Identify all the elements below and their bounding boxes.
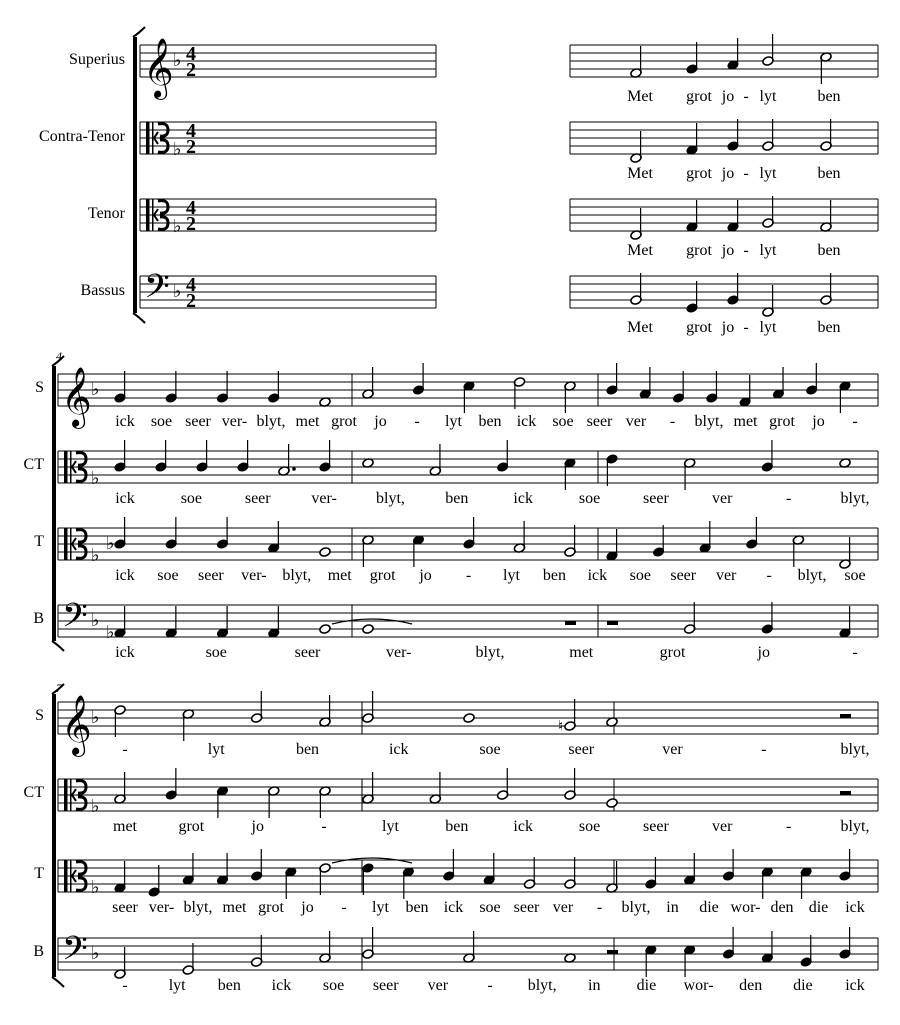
part-name-contra-tenor: Contra-Tenor <box>39 128 125 145</box>
treble-clef: 𝄞 <box>143 40 174 97</box>
lyric-syllable: die <box>699 899 719 916</box>
lyric-syllable: ben <box>405 899 429 916</box>
lyric-syllable: jo <box>251 818 264 835</box>
lyric-syllable: seer <box>244 490 271 507</box>
lyric-syllable: grot <box>331 413 357 430</box>
lyric-syllable: ver- <box>311 490 337 507</box>
lyric-syllable: grot <box>369 567 396 584</box>
rest <box>607 950 618 954</box>
augmentation-dot <box>292 467 296 471</box>
lyric-syllable: - <box>596 899 603 916</box>
lyric-syllable: blyt, <box>840 818 870 835</box>
lyric-syllable: blyt, <box>256 413 286 430</box>
measure-number-4: 4 <box>56 349 62 363</box>
lyric-syllable: ben <box>817 319 841 336</box>
key-signature-flat: ♭ <box>91 707 100 727</box>
lyric-syllable: wor- <box>683 977 714 994</box>
alto-clef <box>70 779 72 811</box>
lyric-syllable: lyt <box>759 88 777 105</box>
alto-clef <box>152 122 154 154</box>
lyric-syllable: soe <box>180 490 203 507</box>
lyric-syllable: ver <box>662 741 683 758</box>
lyric-syllable: soe <box>479 899 501 916</box>
lyric-syllable: in <box>588 977 601 994</box>
lyric-syllable: ben <box>445 818 469 835</box>
lyric-syllable: jo <box>721 88 735 105</box>
lyric-syllable: grot <box>258 899 284 916</box>
lyric-syllable: seer <box>643 818 669 835</box>
time-signature-numerator: 4 <box>186 43 196 65</box>
lyric-syllable: soe <box>552 413 574 430</box>
lyric-syllable: seer <box>294 644 321 661</box>
alto-clef <box>64 860 68 892</box>
lyric-syllable: seer <box>670 567 697 584</box>
lyric-syllable: seer <box>586 413 613 430</box>
alto-clef <box>146 122 150 154</box>
lyric-syllable: - <box>743 165 749 182</box>
lyric-syllable: met <box>113 818 137 835</box>
lyric-syllable: lyt <box>382 818 399 835</box>
alto-clef <box>64 451 68 483</box>
lyric-syllable: - <box>122 977 128 994</box>
key-signature-flat: ♭ <box>173 139 182 159</box>
lyric-syllable: ben <box>445 490 469 507</box>
lyric-syllable: lyt <box>207 741 225 758</box>
lyric-syllable: - <box>852 644 858 661</box>
bass-clef: 𝄢 <box>62 930 88 975</box>
lyric-syllable: jo <box>812 413 825 430</box>
lyric-syllable: ver- <box>241 567 267 584</box>
time-signature-denominator: 2 <box>186 59 196 81</box>
lyric-syllable: lyt <box>503 567 520 584</box>
lyric-syllable: lyt <box>372 899 389 916</box>
rest <box>840 791 851 795</box>
lyric-syllable: in <box>666 899 679 916</box>
lyric-syllable: ick <box>271 977 292 994</box>
treble-clef: 𝄞 <box>61 697 92 754</box>
lyric-syllable: seer <box>185 413 211 430</box>
note-head <box>463 713 475 724</box>
key-signature-flat: ♭ <box>173 216 182 236</box>
lyric-syllable: grot <box>686 319 712 336</box>
lyric-syllable: ick <box>115 644 135 661</box>
lyric-syllable: - <box>669 413 676 430</box>
lyric-syllable: ick <box>443 899 464 916</box>
lyric-syllable: - <box>743 88 749 105</box>
part-abbr-b-system3: B <box>33 943 44 960</box>
lyric-syllable: soe <box>629 567 651 584</box>
lyric-syllable: soe <box>578 818 601 835</box>
lyric-syllable: met <box>295 413 320 430</box>
lyric-syllable: met <box>569 644 594 661</box>
time-signature-numerator: 4 <box>186 120 196 142</box>
lyric-syllable: Met <box>627 319 653 336</box>
lyric-syllable: - <box>785 490 792 507</box>
lyric-syllable: wor- <box>730 899 761 916</box>
key-signature-flat: ♭ <box>91 796 100 816</box>
key-signature-flat: ♭ <box>91 610 100 630</box>
lyric-syllable: - <box>414 413 420 430</box>
lyric-syllable: blyt, <box>475 644 505 661</box>
rest <box>607 621 618 625</box>
lyric-syllable: ick <box>587 567 608 584</box>
lyric-syllable: - <box>766 567 772 584</box>
alto-clef <box>146 199 150 231</box>
accidental-flat: ♭ <box>106 622 115 642</box>
lyric-syllable: den <box>739 977 763 994</box>
lyric-syllable: ver <box>552 899 574 916</box>
lyric-syllable: ben <box>817 242 841 259</box>
bracket-top-hook <box>133 27 145 37</box>
alto-clef <box>152 199 154 231</box>
alto-clef <box>70 451 72 483</box>
lyric-syllable: seer <box>513 899 540 916</box>
lyric-syllable: grot <box>178 818 205 835</box>
lyric-syllable: seer <box>372 977 399 994</box>
lyric-syllable: jo <box>301 899 314 916</box>
lyric-syllable: ben <box>817 165 841 182</box>
note-head <box>606 798 618 809</box>
lyric-syllable: lyt <box>759 242 777 259</box>
lyric-syllable: soe <box>150 413 173 430</box>
part-name-superius: Superius <box>69 51 125 68</box>
system-bracket <box>52 366 56 641</box>
lyric-syllable: jo <box>721 242 735 259</box>
lyric-syllable: blyt, <box>797 567 827 584</box>
lyric-syllable: ver <box>625 413 647 430</box>
lyric-syllable: lyt <box>168 977 186 994</box>
lyric-syllable: Met <box>627 165 653 182</box>
lyric-syllable: met <box>733 413 758 430</box>
lyric-syllable: ick <box>513 818 533 835</box>
lyric-syllable: blyt, <box>376 490 405 507</box>
lyric-syllable: blyt, <box>621 899 651 916</box>
lyric-syllable: - <box>487 977 493 994</box>
lyric-syllable: ben <box>817 88 841 105</box>
lyric-syllable: ick <box>845 977 865 994</box>
time-signature-numerator: 4 <box>186 274 196 296</box>
lyric-syllable: ver <box>427 977 449 994</box>
lyric-syllable: soe <box>479 741 501 758</box>
key-signature-flat: ♭ <box>91 379 100 399</box>
lyric-syllable: seer <box>112 899 138 916</box>
rest <box>840 714 851 718</box>
bracket-bottom-hook <box>133 313 145 323</box>
lyric-syllable: grot <box>686 165 712 182</box>
lyric-syllable: - <box>465 567 472 584</box>
lyric-syllable: blyt, <box>694 413 724 430</box>
alto-clef <box>64 528 68 560</box>
alto-clef <box>64 779 68 811</box>
key-signature-flat: ♭ <box>173 281 182 301</box>
lyric-syllable: ick <box>516 413 537 430</box>
part-abbr-s-system3: S <box>35 707 44 724</box>
lyric-syllable: ben <box>295 741 320 758</box>
lyric-syllable: ver- <box>148 899 175 916</box>
note-head <box>362 624 374 635</box>
lyric-syllable: jo <box>419 567 432 584</box>
notes <box>114 34 851 979</box>
lyric-syllable: grot <box>686 242 712 259</box>
lyric-syllable: ick <box>845 899 865 916</box>
lyric-syllable: ver <box>712 818 733 835</box>
key-signature-flat: ♭ <box>91 545 100 565</box>
part-abbr-t-system3: T <box>34 865 44 882</box>
lyric-syllable: die <box>793 977 813 994</box>
time-signature-numerator: 4 <box>186 197 196 219</box>
lyric-syllable: den <box>770 899 794 916</box>
lyric-syllable: - <box>743 319 749 336</box>
time-signature-denominator: 2 <box>186 290 196 312</box>
lyric-syllable: grot <box>659 644 686 661</box>
lyric-syllable: jo <box>374 413 387 430</box>
note-head <box>319 624 331 635</box>
lyric-syllable: blyt, <box>183 899 213 916</box>
lyric-syllable: jo <box>721 165 735 182</box>
treble-clef: 𝄞 <box>61 369 92 426</box>
lyric-syllable: blyt, <box>840 490 870 507</box>
lyric-syllable: - <box>122 741 128 758</box>
lyric-syllable: ick <box>513 490 533 507</box>
lyric-syllable: Met <box>627 242 653 259</box>
lyric-syllable: - <box>761 741 767 758</box>
bracket-bottom-hook <box>52 641 64 651</box>
natural-sign: ♮ <box>558 719 564 735</box>
lyric-syllable: ver- <box>221 413 248 430</box>
lyric-syllable: soe <box>578 490 601 507</box>
lyric-syllable: ver- <box>386 644 412 661</box>
lyric-syllable: soe <box>205 644 227 661</box>
lyric-syllable: - <box>321 818 327 835</box>
lyric-syllable: ben <box>217 977 241 994</box>
lyric-syllable: grot <box>686 88 712 105</box>
key-signature-flat: ♭ <box>173 50 182 70</box>
lyric-syllable: seer <box>643 490 669 507</box>
lyric-syllable: ben <box>478 413 502 430</box>
lyric-syllable: ick <box>115 490 135 507</box>
lyric-syllable: seer <box>197 567 224 584</box>
lyric-syllable: - <box>852 413 858 430</box>
alto-clef <box>70 860 72 892</box>
lyric-syllable: Met <box>627 88 653 105</box>
lyric-syllable: seer <box>568 741 595 758</box>
lyric-syllable: blyt, <box>527 977 557 994</box>
part-name-bassus: Bassus <box>80 282 125 299</box>
part-name-tenor: Tenor <box>87 205 125 222</box>
time-signature-denominator: 2 <box>186 213 196 235</box>
bass-clef: 𝄢 <box>62 597 88 642</box>
accidental-flat: ♭ <box>106 533 115 553</box>
lyric-syllable: soe <box>844 567 866 584</box>
note-head <box>319 547 331 558</box>
lyric-syllable: ick <box>115 413 135 430</box>
lyric-syllable: lyt <box>445 413 462 430</box>
lyric-syllable: soe <box>322 977 345 994</box>
lyric-syllable: lyt <box>759 165 777 182</box>
lyric-syllable: ben <box>542 567 566 584</box>
lyric-syllable: - <box>785 818 792 835</box>
text-layer <box>24 51 870 994</box>
bass-clef: 𝄢 <box>144 268 170 313</box>
part-abbr-t-system2: T <box>34 533 44 550</box>
key-signature-flat: ♭ <box>91 468 100 488</box>
lyric-syllable: ver <box>715 567 737 584</box>
part-abbr-s-system2: S <box>35 379 44 396</box>
lyric-syllable: jo <box>757 644 770 661</box>
lyric-syllable: met <box>222 899 247 916</box>
lyric-syllable: - <box>743 242 749 259</box>
part-abbr-ct-system3: CT <box>23 784 44 801</box>
lyric-syllable: die <box>808 899 829 916</box>
lyric-syllable: met <box>327 567 352 584</box>
lyric-syllable: soe <box>157 567 179 584</box>
key-signature-flat: ♭ <box>91 877 100 897</box>
lyric-syllable: blyt, <box>840 741 870 758</box>
lyric-syllable: grot <box>769 413 795 430</box>
lyric-syllable: - <box>341 899 347 916</box>
measure-number-7: 7 <box>56 681 62 695</box>
alto-clef <box>70 528 72 560</box>
lyric-syllable: ver <box>712 490 733 507</box>
part-abbr-b-system2: B <box>33 610 44 627</box>
lyric-syllable: jo <box>721 319 735 336</box>
lyric-syllable: blyt, <box>282 567 312 584</box>
part-abbr-ct-system2: CT <box>23 456 44 473</box>
lyric-syllable: lyt <box>759 319 777 336</box>
lyric-syllable: die <box>636 977 657 994</box>
rest <box>565 621 576 625</box>
key-signature-flat: ♭ <box>91 943 100 963</box>
bracket-bottom-hook <box>52 977 64 987</box>
barlines <box>52 27 878 987</box>
system-bracket <box>133 37 137 313</box>
system-bracket <box>52 694 56 977</box>
time-signature-denominator: 2 <box>186 136 196 158</box>
lyric-syllable: ick <box>115 567 135 584</box>
lyric-syllable: ick <box>388 741 409 758</box>
